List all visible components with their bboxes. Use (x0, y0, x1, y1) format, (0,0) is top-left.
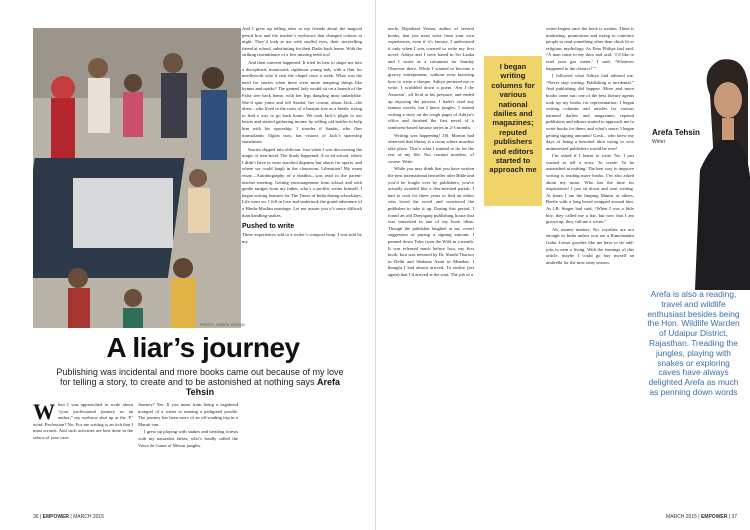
paragraph: While you may think that you have written the next international bestseller after Bible and you’d be fought over by publishers, you’re actually avoided like a flea-infested pariah. I had to wait for three years to find an editor who loved the novel and convinced the publisher to take it up. During this period, I found an old Daryaganj publishing house that was interested in one of my book ideas. Though the publisher laughed at my covert suggestion of paying a signing amount, I penned down Tales from the Wild in a month. It was released much before Iora, my first book. Iora was released by Dr. Shashi Tharoor in Delhi and Shabana Azmi in Mumbai. I thought I had almost arrived. To realise (yet again) that I’d arrived at the start. The job of a (388, 166, 474, 277)
deck-text: Publishing was incidental and more books came out because of my love for telling a story, to create and to be astonished at nothing says (56, 367, 344, 387)
paragraph: writer begins once the book is written. There is marketing, promotions and trying to convince people to read something other than chick lit or religious mythology. As Emo Philips had said, “A man came to my door and said, ‘I’d like to read your gas meter.’ I said, ‘Whatever happened to the classics?’” (546, 26, 634, 71)
drop-cap: W (33, 399, 55, 424)
deck-author: Arefa Tehsin (185, 377, 341, 397)
paragraph: I grew up playing with snakes and treading forests with my naturalist father, who’s fondly called the Vasco de Gama of Mewar jungles. (138, 429, 238, 448)
magazine-name: EMPOWER (42, 514, 70, 520)
author-bio: Arefa is also a reading, travel and wildlife enthusiast besides being the Hon. Wildlife Warden of Udaipur District, Rajasthan. Treading the jungles, playing with snakes or exploring caves have always delighted Arefa as much as penning down words (647, 289, 740, 397)
page-number: 37 (731, 514, 737, 520)
folio-left: 36 | EMPOWER | MARCH 2015 (33, 514, 104, 520)
subheading: Pushed to write (242, 223, 295, 231)
author-portrait (640, 0, 750, 290)
column-left-2 (138, 402, 238, 450)
paragraph: Journey? Yes. If you mean from being a vagabond mongrel of a writer to nearing a pedigreed poodle. The journey has been more of an off-roading trip in a Maruti van. (138, 402, 238, 427)
folio-right: MARCH 2015 | EMPOWER | 37 (666, 514, 737, 520)
column-right-2 (546, 26, 634, 267)
event-photo (33, 28, 241, 328)
column-right-1 (388, 26, 474, 280)
headline: A liar’s journey (106, 332, 300, 363)
paragraph: hen I was approached to write about “your professional journey as an author,” my eyebrow shot up at the ‘P’ word. Profession? No. For me writing is an itch that I must scratch. And such activities are best done in the solace of your cave. (33, 402, 133, 440)
column-left-1 (33, 399, 133, 443)
paragraph: I followed what Aditya had advised me. “Never stop writing. Publishing is incidental.” And publishing did happen. More and more books came out; one of the best literary agents took up my books for representation; I began writing columns and articles for various national dailies and magazines; reputed publishers and editors started to approach me to write books for them; and what’s more, I began getting signing amounts! Gosh... who knew my days of being a besotted idiot trying to woo uninterested publishers would be over! (546, 73, 634, 151)
paragraph: Ah, money matters. No, royalties are not enough in India unless you are a Ramchandra Guha. Lesser goodies like me have to do odd-jobs to earn a living. With the earnings of this article, maybe I could go buy myself an umbrella for the next rainy season. (546, 226, 634, 265)
issue-date: MARCH 2015 (666, 514, 697, 520)
column-left-3 (242, 26, 362, 246)
issue-date: MARCH 2015 (73, 514, 104, 520)
paragraph: I’m asked if I learnt to write. No. I just wanted to tell a story. To create. To be astonished at nothing. The best way to improve writing is reading more books. I’m also asked about my muse. Who has the time for inspirations! I just sit down and start writing. At times I am the limping Munia, at others, Beetle with a long beard wrapped around him. As I.B. Singer had said, “When I was a little boy, they called me a liar, but now that I am grown up, they call me a writer.” (546, 153, 634, 225)
deck (50, 367, 350, 397)
paragraph: And I grew up telling tales to my friends about the magical pencil box and the teacher’s eyebrows that changed colours at night. They’d look at me with soulful eyes, their storytelling friend at school, substituting for their Dadis back home. With the striking resemblance of a few missing teeth too! (242, 26, 362, 58)
paragraph: Writing was happening! J.B. Morton had observed that library is a room where murders take place. That’s what I wanted to do for the rest of my life. Not commit murders, of course. Write. (388, 132, 474, 164)
magazine-name: EMPOWER (700, 514, 728, 520)
author-role: Writer (652, 139, 666, 145)
paragraph: Stories slipped into oblivion. Just when I was discovering the magic of teen-hood. The Study happened. A co-ed school, where I didn’t have to wear starched dupattas but shorts for sports, and where we could laugh in the classroom. Liberation! My exam essay—Autobiography of a dustbin—was read in the parent-teacher meeting. Getting encouragement from school and with gentle nudges from my father, who’s a prolific writer himself, I began writing features for The Times of India during schooldays. Life went on. I fell in love and undertook the grand adventure of a Hindu-Muslim marriage. Let me assure you it’s more difficult than handling snakes. (242, 146, 362, 218)
right-page (375, 0, 750, 530)
paragraph: uncle, Rajnikant Verma, author of several books, that you must write from your own experiences, even if it’s fantasy. I understood it only when I was coerced to write my first novel. Aditya and I were based in Sri Lanka and I wrote as a columnist for Sunday Observer there. While I wanted to become a groovy entrepreneur, without even knowing how to write a cheque, Aditya pestered me to write. I scribbled down a poem ‘Am I the Assassin’, all livid at his pressure, and ended up enjoying the process. I hadn’t read any fantasy novels, but I knew jungles. I started writing a story on the rough pages of Aditya’s office and finished the first novel of a rainforest-based fantasy series in 2-3 months. (388, 26, 474, 130)
paragraph: And then convent happened. It tried its best to shape me into a disciplined, manicured, righteous young lady with a flair for needlework who’d visit the chapel once a week. What was the need for stories when there were more tempting things like hymns and marks? The genteel lady would sit on a branch of the False tree back home, with her legs dangling most unladylike. She’d spin yarns and tell Saadat, her cousin, about Jack—the alien—who lived in the roots of a banyan tree as a beetle, trying to find a way to go back home. We took Jack’s plight to our hearts and started gathering money by selling old bottles to help him with his spaceship. I wonder if Saadat, who flies transatlantic flights now, has visions of Jack’s spaceship sometimes. (242, 59, 362, 145)
paragraph: These experiences add to a writer’s compost heap. I was told by my (242, 232, 362, 244)
pull-quote: I began writing columns for various national dailies and magazines; reputed publishers and editors started to approach me (484, 56, 542, 206)
author-name: Arefa Tehsin (652, 128, 700, 137)
page-number: 36 (33, 514, 39, 520)
photo-credit: PHOTO: AREFA TEHSIN (200, 322, 245, 327)
